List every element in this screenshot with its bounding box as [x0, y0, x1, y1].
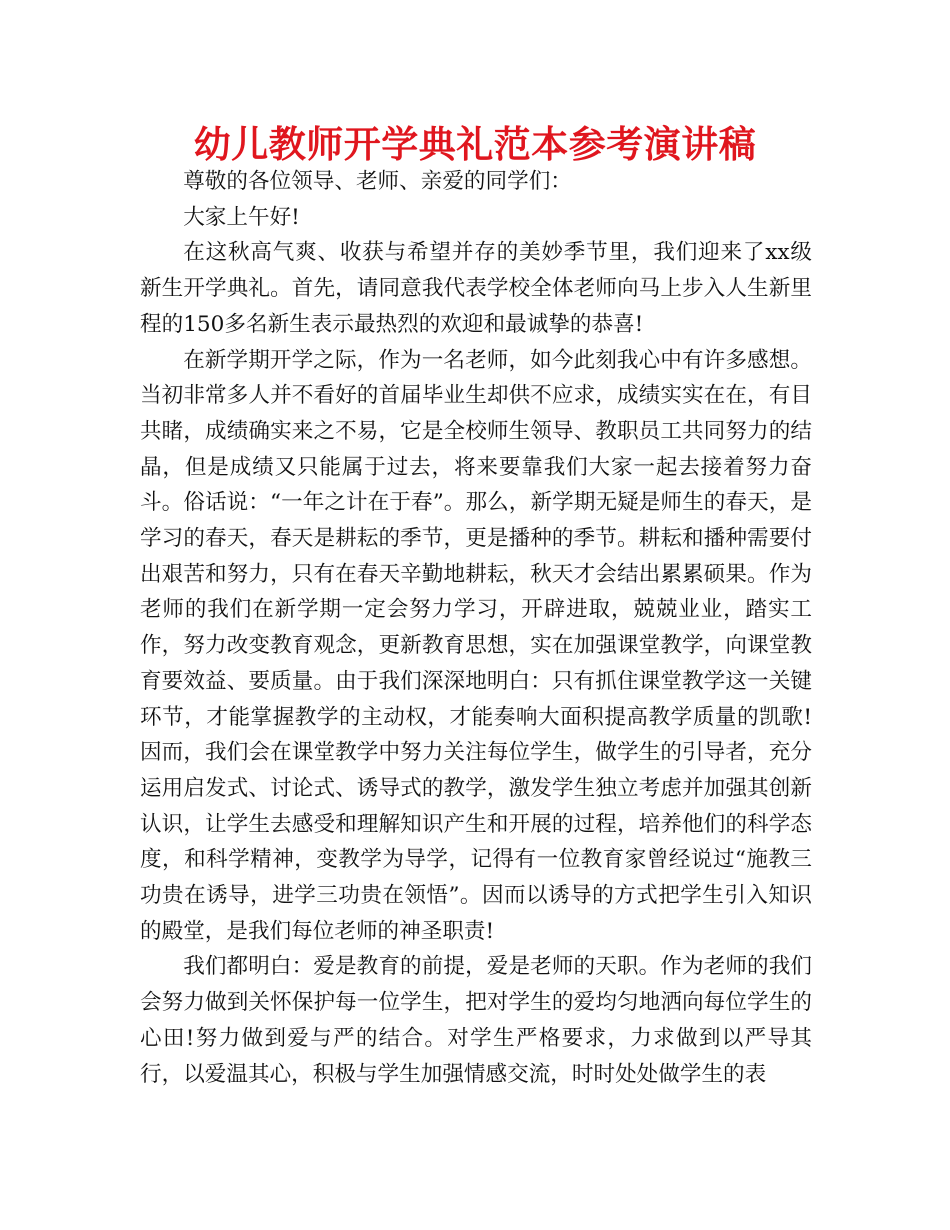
body-paragraph: 在这秋高气爽、收获与希望并存的美妙季节里，我们迎来了xx级新生开学典礼。首先，请同意我代表学校全体老师向马上步入人生新里程的150多名新生表示最热烈的欢迎和最诚挚的恭喜!	[140, 240, 812, 337]
salutation-paragraph: 大家上午好!	[183, 204, 300, 230]
body-paragraph: 我们都明白：爱是教育的前提，爱是老师的天职。作为老师的我们会努力做到关怀保护每一位学生，把对学生的爱均匀地洒向每位学生的心田!努力做到爱与严的结合。对学生严格要求，力求做到以严导其行，以爱温其心，积极与学生加强情感交流，时时处处做学生的表	[140, 954, 812, 1087]
document-body	[140, 164, 812, 1092]
body-paragraph: 在新学期开学之际，作为一名老师，如今此刻我心中有许多感想。当初非常多人并不看好的首届毕业生却供不应求，成绩实实在在，有目共睹，成绩确实来之不易，它是全校师生领导、教职员工共同努力的结晶，但是成绩又只能属于过去，将来要靠我们大家一起去接着努力奋斗。俗话说：“一年之计在于春”。那么，新学期无疑是师生的春天，是学习的春天，春天是耕耘的季节，更是播种的季节。耕耘和播种需要付出艰苦和努力，只有在春天辛勤地耕耘，秋天才会结出累累硕果。作为老师的我们在新学期一定会努力学习，开辟进取，兢兢业业，踏实工作，努力改变教育观念，更新教育思想，实在加强课堂教学，向课堂教育要效益、要质量。由于我们深深地明白：只有抓住课堂教学这一关键环节，才能掌握教学的主动权，才能奏响大面积提高教学质量的凯歌!因而，我们会在课堂教学中努力关注每位学生，做学生的引导者，充分运用启发式、讨论式、诱导式的教学，激发学生独立考虑并加强其创新认识，让学生去感受和理解知识产生和开展的过程，培养他们的科学态度，和科学精神，变教学为导学，记得有一位教育家曾经说过“施教三功贵在诱导，进学三功贵在领悟”。因而以诱导的方式把学生引入知识的殿堂，是我们每位老师的神圣职责!	[140, 347, 812, 944]
document-title: 幼儿教师开学典礼范本参考演讲稿	[193, 123, 757, 166]
greeting-paragraph: 尊敬的各位领导、老师、亲爱的同学们：	[183, 169, 572, 194]
